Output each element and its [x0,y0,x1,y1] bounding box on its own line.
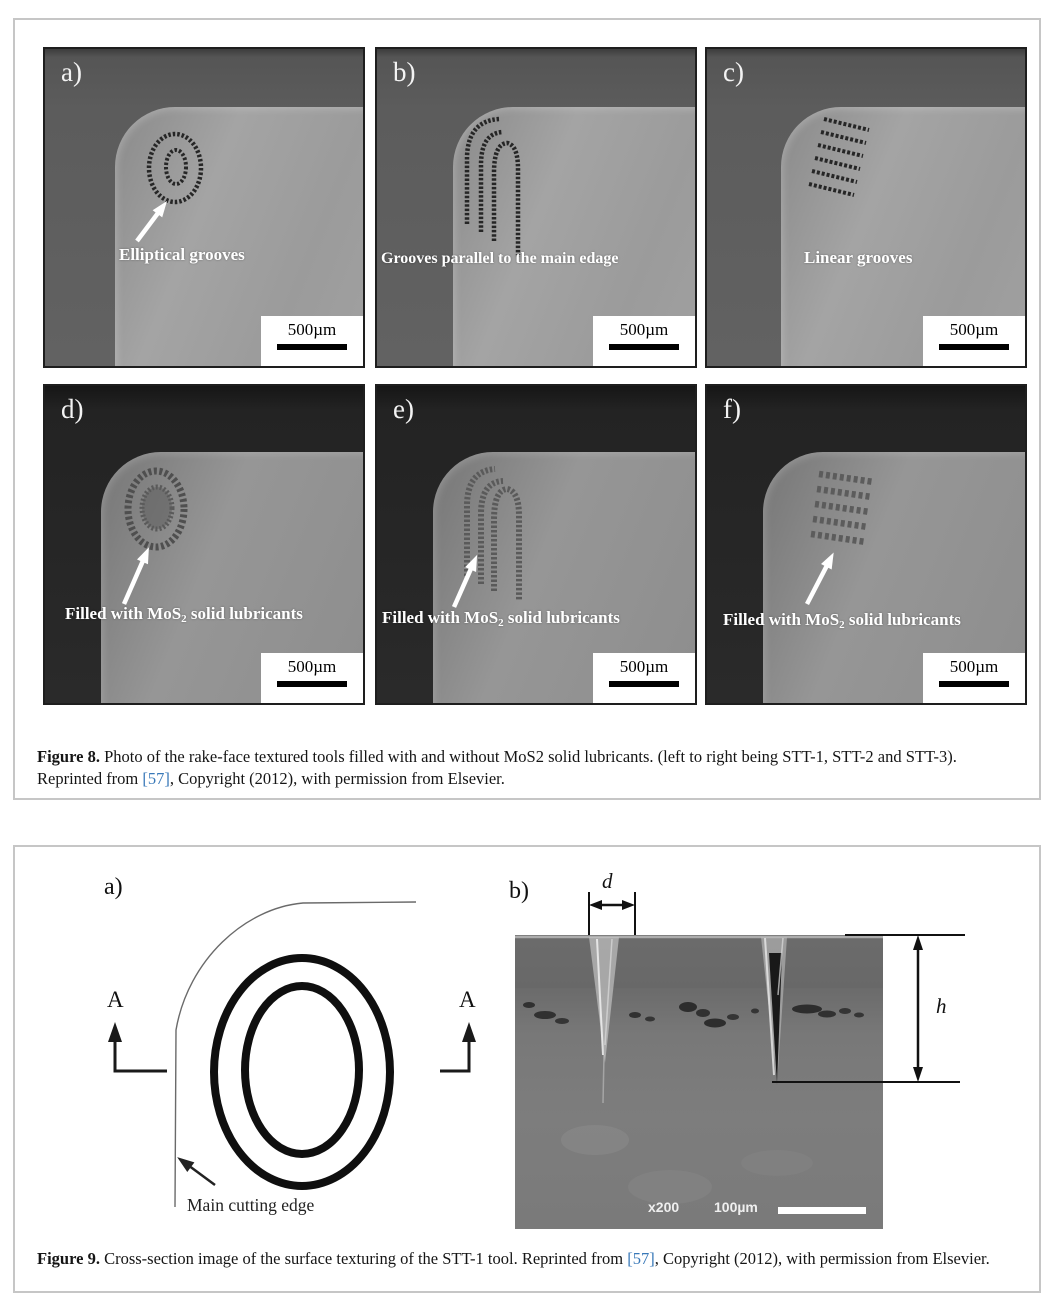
panel-label: e) [393,394,414,424]
annotation-text: solid lubricants [844,610,961,629]
annotation-text: solid lubricants [503,608,620,627]
panel-label: c) [723,57,744,87]
scale-bar [939,344,1009,350]
scale-bar [277,344,347,350]
figure9-caption-text: Cross-section image of the surface texturing of the STT-1 tool. Reprinted from [99,1249,628,1268]
figure9-caption-label: Figure 9. [37,1249,100,1268]
scale-box [593,316,695,366]
scale-box [923,653,1025,703]
panel-label: b) [393,57,416,87]
figure8-caption-text: Photo of the rake-face textured tools filled with and without MoS2 solid lubricants. (left to right being STT-1, STT-2 and STT-3). Reprinted from [37,747,957,788]
panel-label: f) [723,394,741,424]
scale-box [261,316,363,366]
scale-label: 500µm [287,320,337,339]
scale-box [261,653,363,703]
panel-label: a) [61,57,82,87]
panel-c-photo [705,47,1027,368]
annotation-text: Filled with MoS [382,608,499,627]
main-cutting-edge-arrow [174,1152,219,1190]
scale-label: 500µm [619,320,669,339]
main-cutting-edge-label: Main cutting edge [187,1195,315,1215]
figure8-box [13,18,1041,800]
figure9-caption-text: , Copyright (2012), with permission from Elsevier. [654,1249,990,1268]
scale-box [593,653,695,703]
reference-link-57[interactable]: [57] [142,768,170,788]
sem-scale-bar [778,1207,866,1214]
grooves-annotation: Linear grooves [804,248,913,267]
panel-label: d) [61,394,84,424]
section-marker-right-arrow [440,1022,476,1071]
section-letter-left: A [107,987,124,1012]
annotation-subscript: 2 [498,617,504,629]
sem-magnification-label: x200 [648,1199,680,1215]
scale-label: 500µm [287,657,337,676]
figure8-caption-label: Figure 8. [37,747,100,766]
groove-depth-label: h [936,994,947,1018]
arrow-icon [802,550,839,607]
arrow-icon [132,197,172,244]
scale-bar [939,681,1009,687]
filled-annotation [382,608,620,629]
scale-bar [609,681,679,687]
cutting-edge-schematic [80,862,502,1234]
scale-label: 500µm [949,657,999,676]
sem-scale-label: 100µm [714,1199,758,1215]
grooves-annotation: Elliptical grooves [119,245,245,264]
sem-texture-graphic [515,935,883,1229]
annotation-text: Filled with MoS [723,610,840,629]
figure8-caption [37,746,1025,790]
sem-cross-section-image [515,935,883,1229]
scale-box [923,316,1025,366]
filled-annotation [723,610,961,631]
figure9-caption [37,1248,1025,1270]
grooves-annotation: Grooves parallel to the main edage [381,250,619,267]
scale-bar [277,681,347,687]
arrow-icon [119,545,155,607]
figure9-box [13,845,1041,1293]
groove-width-label: d [602,869,613,893]
sem-panel-label: b) [509,878,529,904]
figure8-caption-text: , Copyright (2012), with permission from Elsevier. [169,768,505,788]
panel-e-photo [375,384,697,705]
schematic-panel-label: a) [104,874,123,900]
scale-bar [609,344,679,350]
section-marker-left-arrow [108,1022,167,1071]
scale-label: 500µm [949,320,999,339]
annotation-subscript: 2 [181,613,187,625]
annotation-text: Filled with MoS [65,604,182,623]
panel-a-photo [43,47,365,368]
reference-link-57[interactable]: [57] [627,1249,655,1268]
section-letter-right: A [459,987,476,1012]
annotation-subscript: 2 [839,619,845,631]
left-groove [589,937,619,1063]
panel-d-photo [43,384,365,705]
panel-b-photo [375,47,697,368]
filled-annotation [65,604,303,625]
annotation-text: solid lubricants [186,604,303,623]
scale-label: 500µm [619,657,669,676]
panel-f-photo [705,384,1027,705]
